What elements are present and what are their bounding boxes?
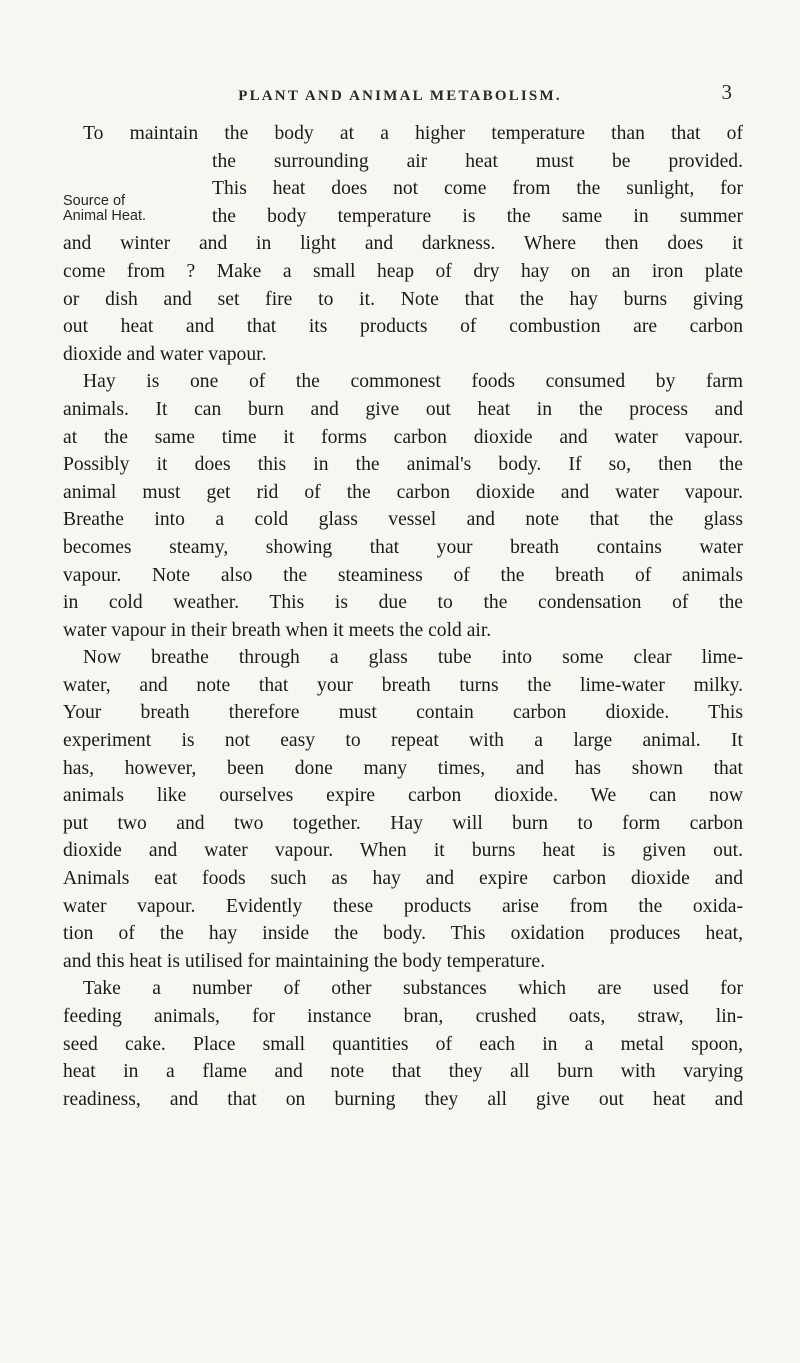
text-line: experiment is not easy to repeat with a large animal. It bbox=[63, 730, 743, 752]
text-line: becomes steamy, showing that your breath contains water bbox=[63, 536, 743, 558]
text-line: and winter and in light and darkness. Where then does it bbox=[63, 233, 743, 255]
running-head: PLANT AND ANIMAL METABOLISM. bbox=[238, 88, 562, 104]
text-line: dioxide and water vapour. bbox=[63, 343, 267, 365]
text-line: out heat and that its products of combustion are carbon bbox=[63, 316, 743, 338]
text-line: has, however, been done many times, and has shown that bbox=[63, 757, 743, 779]
text-line: Breathe into a cold glass vessel and note that the glass bbox=[63, 509, 743, 531]
text-line: Take a number of other substances which are used for bbox=[83, 978, 743, 1000]
text-line: dioxide and water vapour. When it burns heat is given out. bbox=[63, 840, 743, 862]
text-line: Your breath therefore must contain carbon dioxide. This bbox=[63, 702, 743, 724]
text-line: seed cake. Place small quantities of each in a metal spoon, bbox=[63, 1033, 743, 1055]
text-line: Now breathe through a glass tube into some clear lime- bbox=[83, 647, 743, 669]
body-text bbox=[63, 120, 743, 1113]
text-line: animal must get rid of the carbon dioxide and water vapour. bbox=[63, 481, 743, 503]
text-line: vapour. Note also the steaminess of the breath of animals bbox=[63, 564, 743, 586]
text-line: put two and two together. Hay will burn to form carbon bbox=[63, 812, 743, 834]
text-line: water vapour. Evidently these products arise from the oxida- bbox=[63, 895, 743, 917]
text-line: in cold weather. This is due to the condensation of the bbox=[63, 592, 743, 614]
text-line: or dish and set fire to it. Note that the hay burns giving bbox=[63, 288, 743, 310]
text-line: water, and note that your breath turns the lime-water milky. bbox=[63, 674, 743, 696]
text-line: at the same time it forms carbon dioxide and water vapour. bbox=[63, 426, 743, 448]
text-line: readiness, and that on burning they all give out heat and bbox=[63, 1088, 743, 1110]
text-line: come from ? Make a small heap of dry hay on an iron plate bbox=[63, 260, 743, 282]
text-line: animals like ourselves expire carbon dioxide. We can now bbox=[63, 785, 743, 807]
text-line: the body temperature is the same in summer bbox=[212, 205, 743, 227]
text-line: Possibly it does this in the animal's body. If so, then the bbox=[63, 454, 743, 476]
text-line: This heat does not come from the sunlight, for bbox=[212, 178, 743, 200]
text-line: feeding animals, for instance bran, crushed oats, straw, lin- bbox=[63, 1006, 743, 1027]
text-line: tion of the hay inside the body. This oxidation produces heat, bbox=[63, 923, 743, 945]
margin-note-line: Animal Heat. bbox=[63, 208, 147, 224]
text-line: To maintain the body at a higher temperature than that of bbox=[83, 123, 743, 144]
text-line: animals. It can burn and give out heat in the process and bbox=[63, 398, 743, 420]
margin-note-line: Source of bbox=[63, 193, 126, 209]
page-number: 3 bbox=[721, 80, 732, 104]
text-line: Hay is one of the commonest foods consumed by farm bbox=[83, 371, 743, 393]
text-line: and this heat is utilised for maintaining the body temperature. bbox=[63, 950, 546, 972]
text-line: the surrounding air heat must be provided. bbox=[212, 150, 743, 172]
text-line: Animals eat foods such as hay and expire carbon dioxide and bbox=[63, 868, 743, 890]
text-line: water vapour in their breath when it meets the cold air. bbox=[63, 619, 492, 641]
text-line: heat in a flame and note that they all burn with varying bbox=[63, 1061, 743, 1083]
